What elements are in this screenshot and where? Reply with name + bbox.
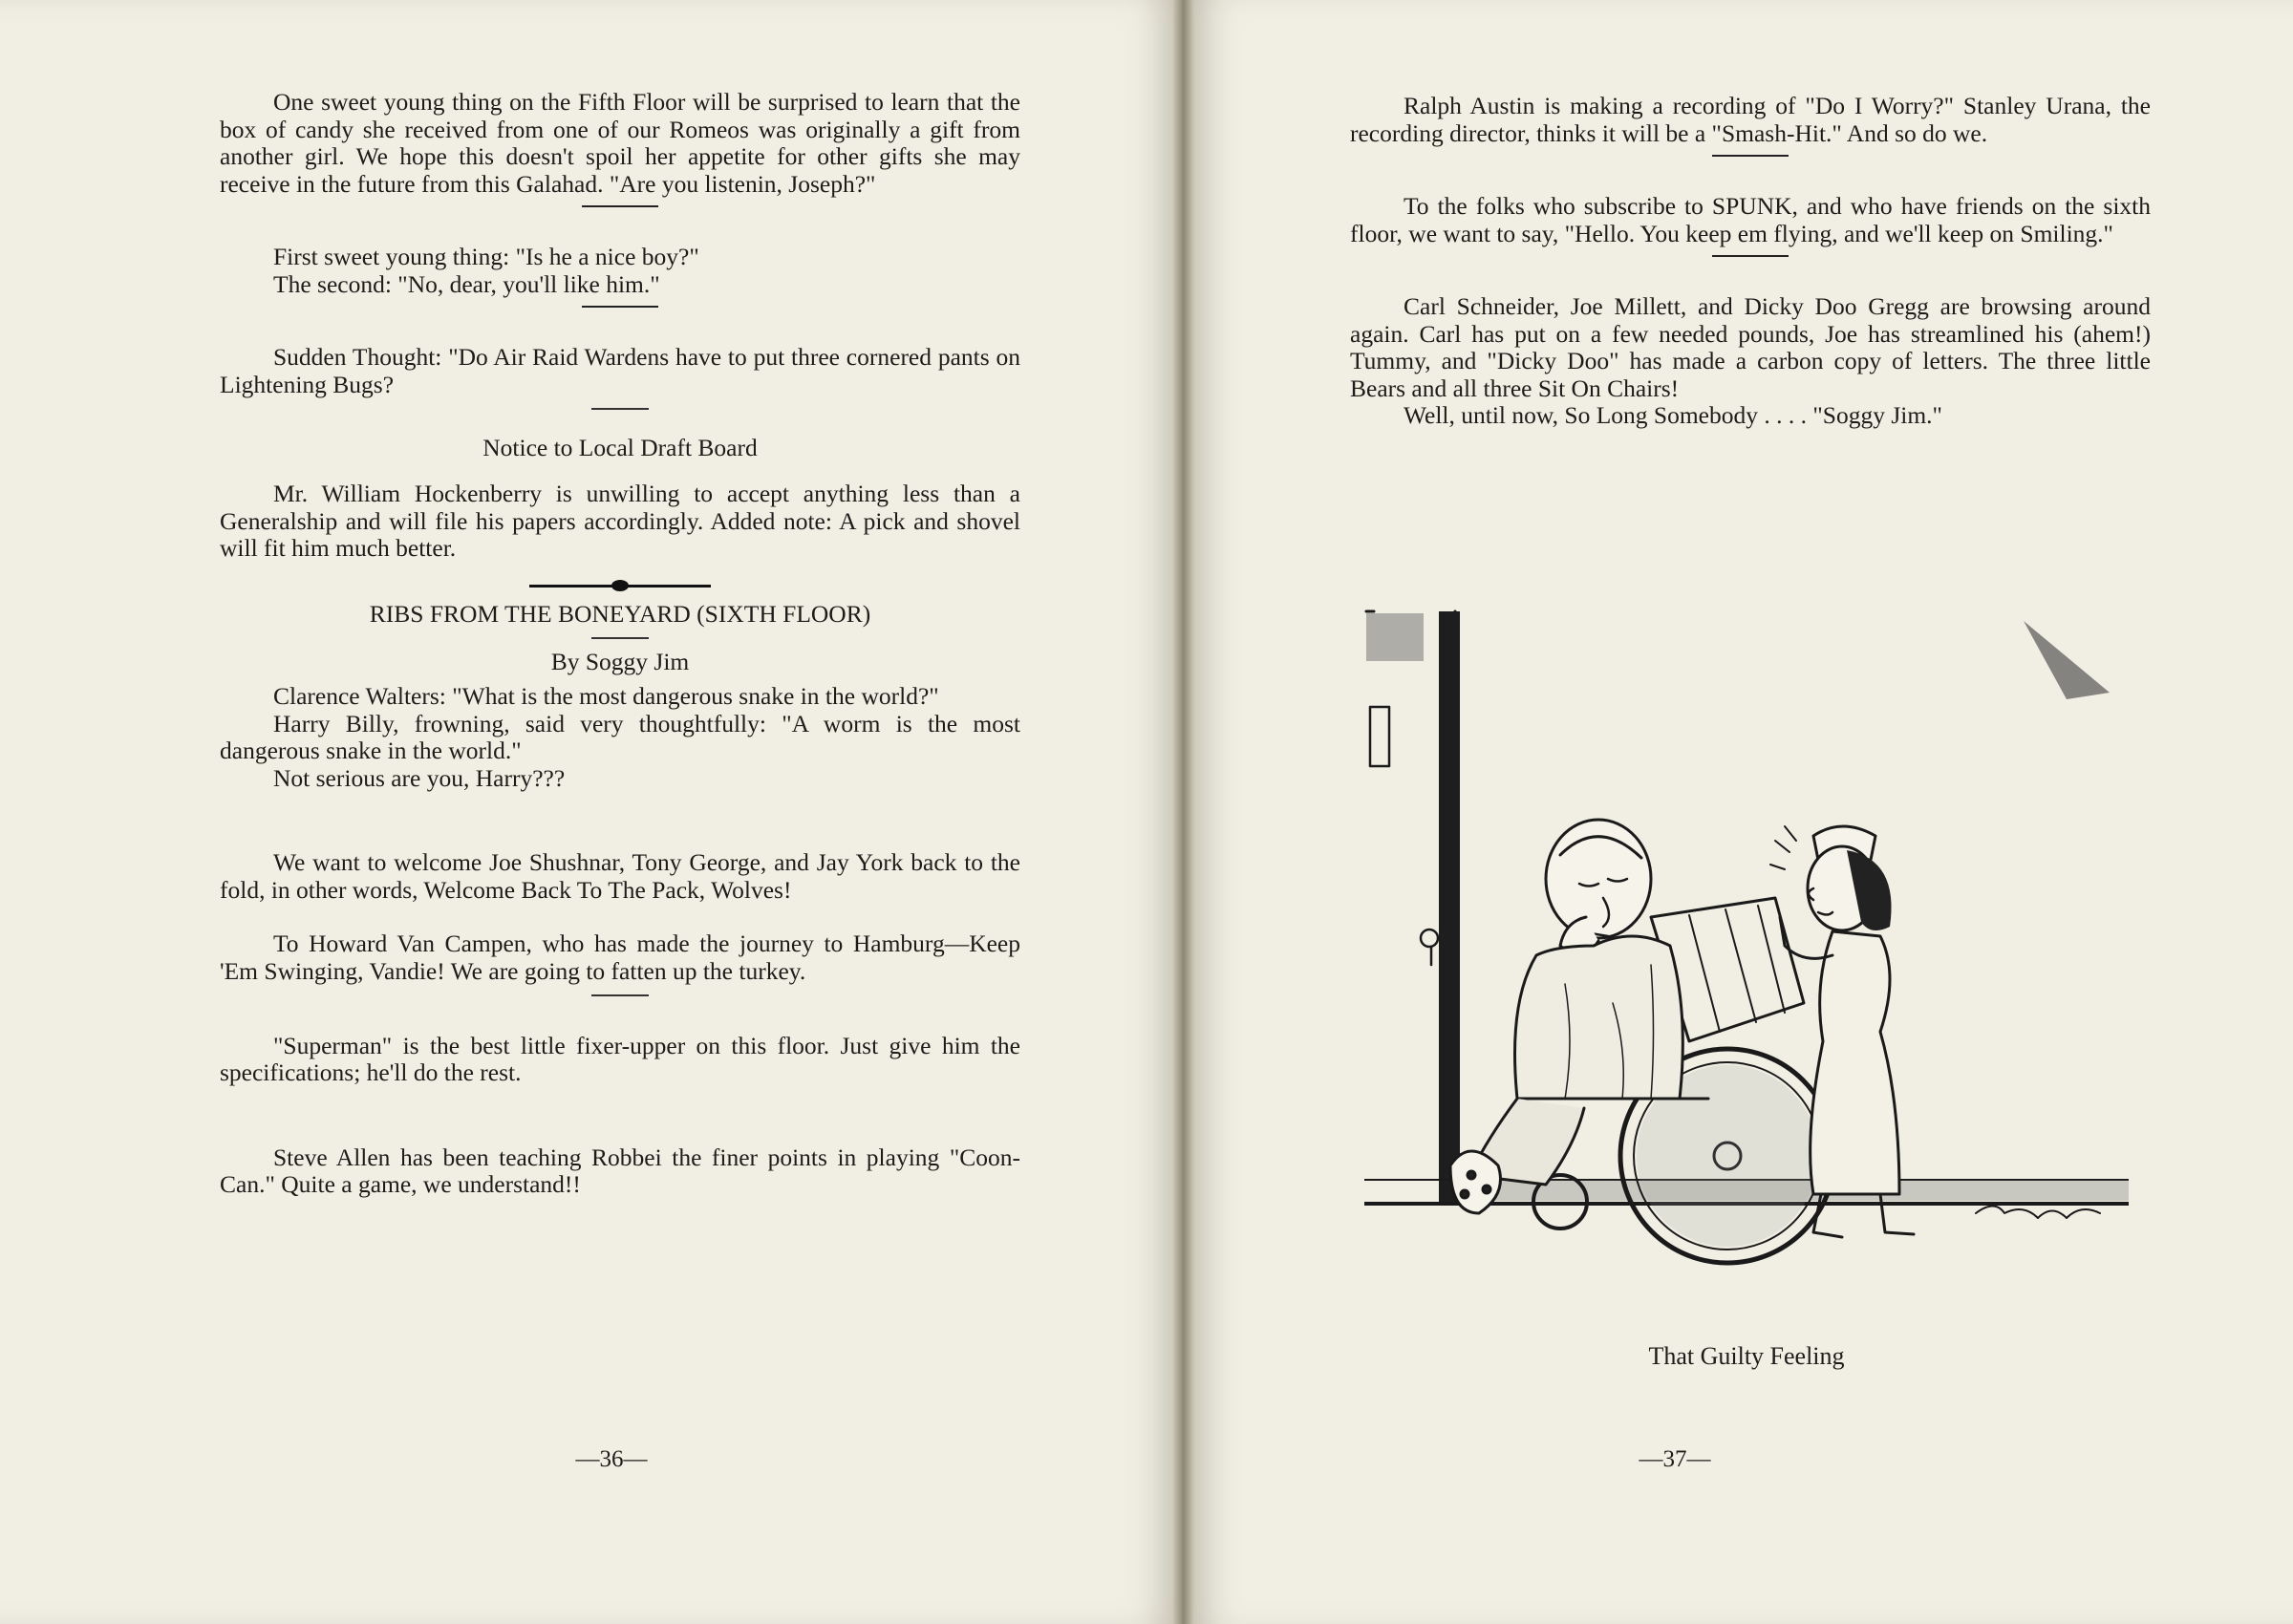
door-frame xyxy=(1439,611,1460,1204)
right-text-column xyxy=(1350,93,2151,430)
door-hinge xyxy=(1370,707,1389,766)
ornamental-divider xyxy=(529,580,711,591)
page-number: —36— xyxy=(575,1446,648,1472)
paragraph: We want to welcome Joe Shushnar, Tony George, and Jay York back to the fold, in other words, Welcome Back To The Pack, Wolves! xyxy=(220,848,1020,904)
artist-signature xyxy=(1976,1207,2100,1219)
paragraph: Ralph Austin is making a recording of "Do I Worry?" Stanley Urana, the recording director, thinks it will be a "Smash-Hit." And so do we. xyxy=(1350,92,2151,147)
right-page xyxy=(1194,0,2293,1624)
notice-heading: Notice to Local Draft Board xyxy=(482,433,758,461)
paragraph: To Howard Van Campen, who has made the journey to Hamburg—Keep 'Em Swinging, Vandie! We are going to fatten up the turkey. xyxy=(220,930,1020,985)
paragraph: The second: "No, dear, you'll like him." xyxy=(273,269,660,298)
paragraph: Well, until now, So Long Somebody . . . . "Soggy Jim." xyxy=(1404,401,1942,429)
paragraph: Mr. William Hockenberry is unwilling to accept anything less than a Generalship and will file his papers accordingly. Added note: A pick and shovel will fit him much better. xyxy=(220,480,1020,562)
nurse-dress xyxy=(1811,931,1899,1194)
paragraph: Carl Schneider, Joe Millett, and Dicky Doo Gregg are browsing around again. Carl has put on a few needed pounds, Joe has streamlined his (ahem!) Tummy, and "Dicky Doo" has made a carbon copy of letters. The three little Bears and all three Sit On Chairs! xyxy=(1350,292,2151,402)
cartoon-illustration xyxy=(1364,602,2129,1271)
paragraph: First sweet young thing: "Is he a nice boy?" xyxy=(273,243,699,270)
paragraph: "Superman" is the best little fixer-upper on this floor. Just give him the specifications; he'll do the rest. xyxy=(220,1031,1020,1086)
shading-pattern xyxy=(2024,621,2110,699)
paragraph: Sudden Thought: "Do Air Raid Wardens have to put three cornered pants on Lightening Bugs? xyxy=(220,343,1020,398)
section-title: RIBS FROM THE BONEYARD (SIXTH FLOOR) xyxy=(369,599,871,628)
paragraph: One sweet young thing on the Fifth Floor will be surprised to learn that the box of candy she received from one of our Romeos was originally a gift from another girl. We hope this doesn't spoil her appetite for other gifts she may receive in the future from this Galahad. "Are you listenin, Joseph?" xyxy=(220,88,1020,198)
man-robe xyxy=(1515,936,1683,1099)
paragraph: Harry Billy, frowning, said very thoughtfully: "A worm is the most dangerous snake in the world." xyxy=(220,709,1020,764)
paragraph: To the folks who subscribe to SPUNK, and who have friends on the sixth floor, we want to say, "Hello. You keep em flying, and we'll keep on Smiling." xyxy=(1350,192,2151,247)
left-text-column xyxy=(220,89,1020,1199)
page-number: —37— xyxy=(1639,1446,1711,1472)
sneeze-lines xyxy=(1770,826,1796,869)
door-knob xyxy=(1421,930,1438,947)
byline: By Soggy Jim xyxy=(550,647,690,675)
book-gutter xyxy=(1173,0,1194,1624)
figure-caption: That Guilty Feeling xyxy=(1648,1342,1845,1370)
paragraph: Not serious are you, Harry??? xyxy=(273,763,566,792)
paragraph: Steve Allen has been teaching Robbei the finer points in playing "Coon-Can." Quite a game, we understand!! xyxy=(220,1143,1020,1198)
wall-shading xyxy=(1366,613,1424,661)
paragraph: Clarence Walters: "What is the most dangerous snake in the world?" xyxy=(273,682,939,710)
